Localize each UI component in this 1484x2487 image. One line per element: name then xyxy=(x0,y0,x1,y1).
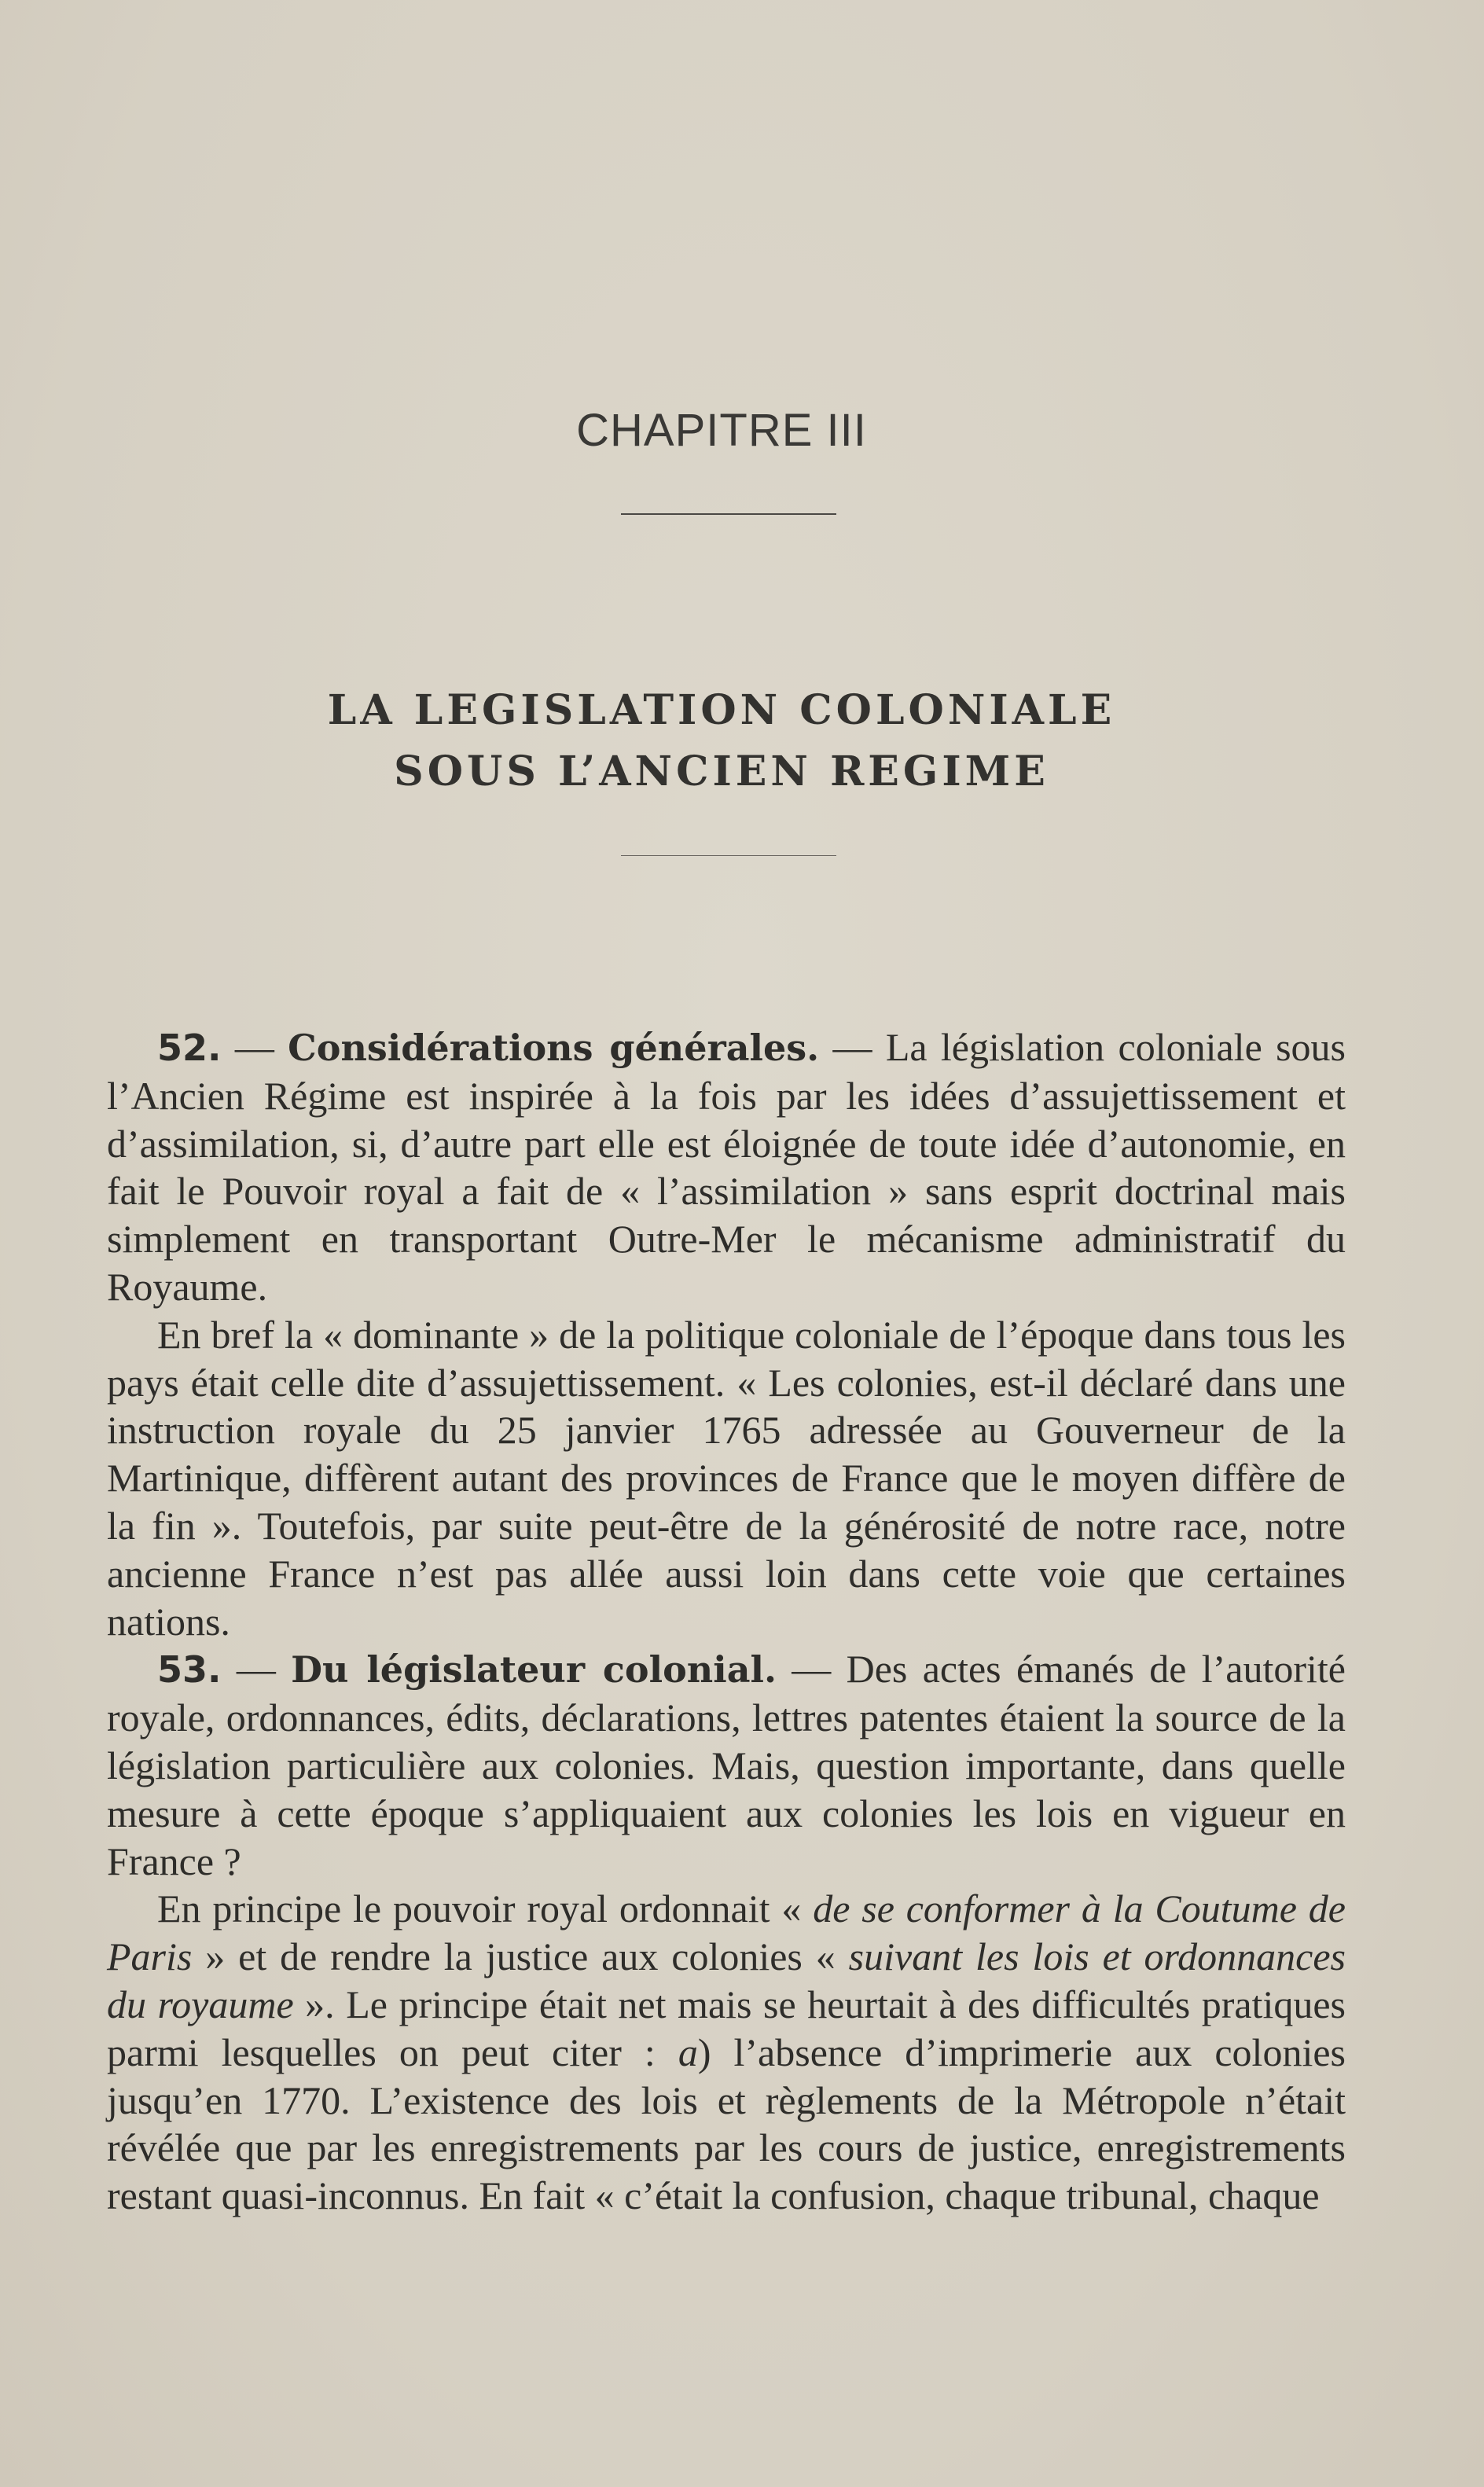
title-divider xyxy=(621,855,836,856)
title-line-2: SOUS L’ANCIEN REGIME xyxy=(394,748,1049,795)
paragraph-53-2 xyxy=(107,1885,1346,2220)
section-heading-53: Du législateur colonial. xyxy=(291,1648,777,1692)
title-line-1: LA LEGISLATION COLONIALE xyxy=(327,686,1116,734)
section-number-53: 53. xyxy=(157,1648,222,1692)
paragraph-53-1-text: — Des actes émanés de l’autorité royale, ordonnances, édits, déclarations, lettres patentes étaient la source de la législation particulière aux colonies. Mais, question importante, dans quelle mesure à cette époque s’appliquaient aux colonies les lois en vigueur en France ? xyxy=(107,1647,1346,1883)
section-heading-52: Considérations générales. xyxy=(288,1027,820,1069)
p53-2-italic-3: a xyxy=(678,2030,698,2074)
p53-2-part-a: En principe le pouvoir royal ordonnait « xyxy=(157,1886,814,1931)
chapter-label: CHAPITRE III xyxy=(576,405,867,456)
p53-2-part-c: ». Le principe était net mais se heurtait à des difficultés pratiques parmi lesquelles on peut citer : xyxy=(107,1982,1346,2074)
paragraph-52-1-text: — La législation coloniale sous l’Ancien Régime est inspirée à la fois par les idées d’assujettissement et d’assimilation, si, d’autre part elle est éloignée de toute idée d’autonomie, en fait le Pouvoir royal a fait de « l’assimilation » sans esprit doctrinal mais simplement en transportant Outre-Mer le mécanisme administratif du Royaume. xyxy=(107,1025,1346,1309)
section-number-52: 52. xyxy=(157,1027,222,1069)
paragraph-52-2: En bref la « dominante » de la politique coloniale de l’époque dans tous les pays était celle dite d’assujettissement. « Les colonies, est-il déclaré dans une instruction royale du 25 janvier 1765 adressée au Gouverneur de la Martinique, diffèrent autant des provinces de France que le moyen diffère de la fin ». Toutefois, par suite peut-être de la générosité de notre race, notre ancienne France n’est pas allée aussi loin dans cette voie que certaines nations. xyxy=(107,1312,1346,1644)
paragraph-52-1 xyxy=(107,1023,1346,1311)
p53-2-italic-2: suivant les lois et ordonnances du royaume xyxy=(107,1934,1346,2026)
body-text xyxy=(107,1023,1346,2220)
section-dash-53: — xyxy=(221,1647,292,1692)
p53-2-part-b: » et de rendre la justice aux colonies « xyxy=(192,1934,849,1979)
section-dash-52: — xyxy=(221,1025,288,1069)
p53-2-italic-1: de se conformer à la Coutume de Paris xyxy=(107,1886,1346,1979)
p53-2-part-d: ) l’absence d’imprimerie aux colonies jusqu’en 1770. L’existence des lois et règlements de la Métropole n’était révélée que par les enregistrements par les cours de justice, enregistrements restant quasi-inconnus. En fait « c’était la confusion, chaque tribunal, chaque xyxy=(107,2030,1346,2218)
paragraph-53-1 xyxy=(107,1645,1346,1885)
chapter-divider xyxy=(621,513,836,515)
